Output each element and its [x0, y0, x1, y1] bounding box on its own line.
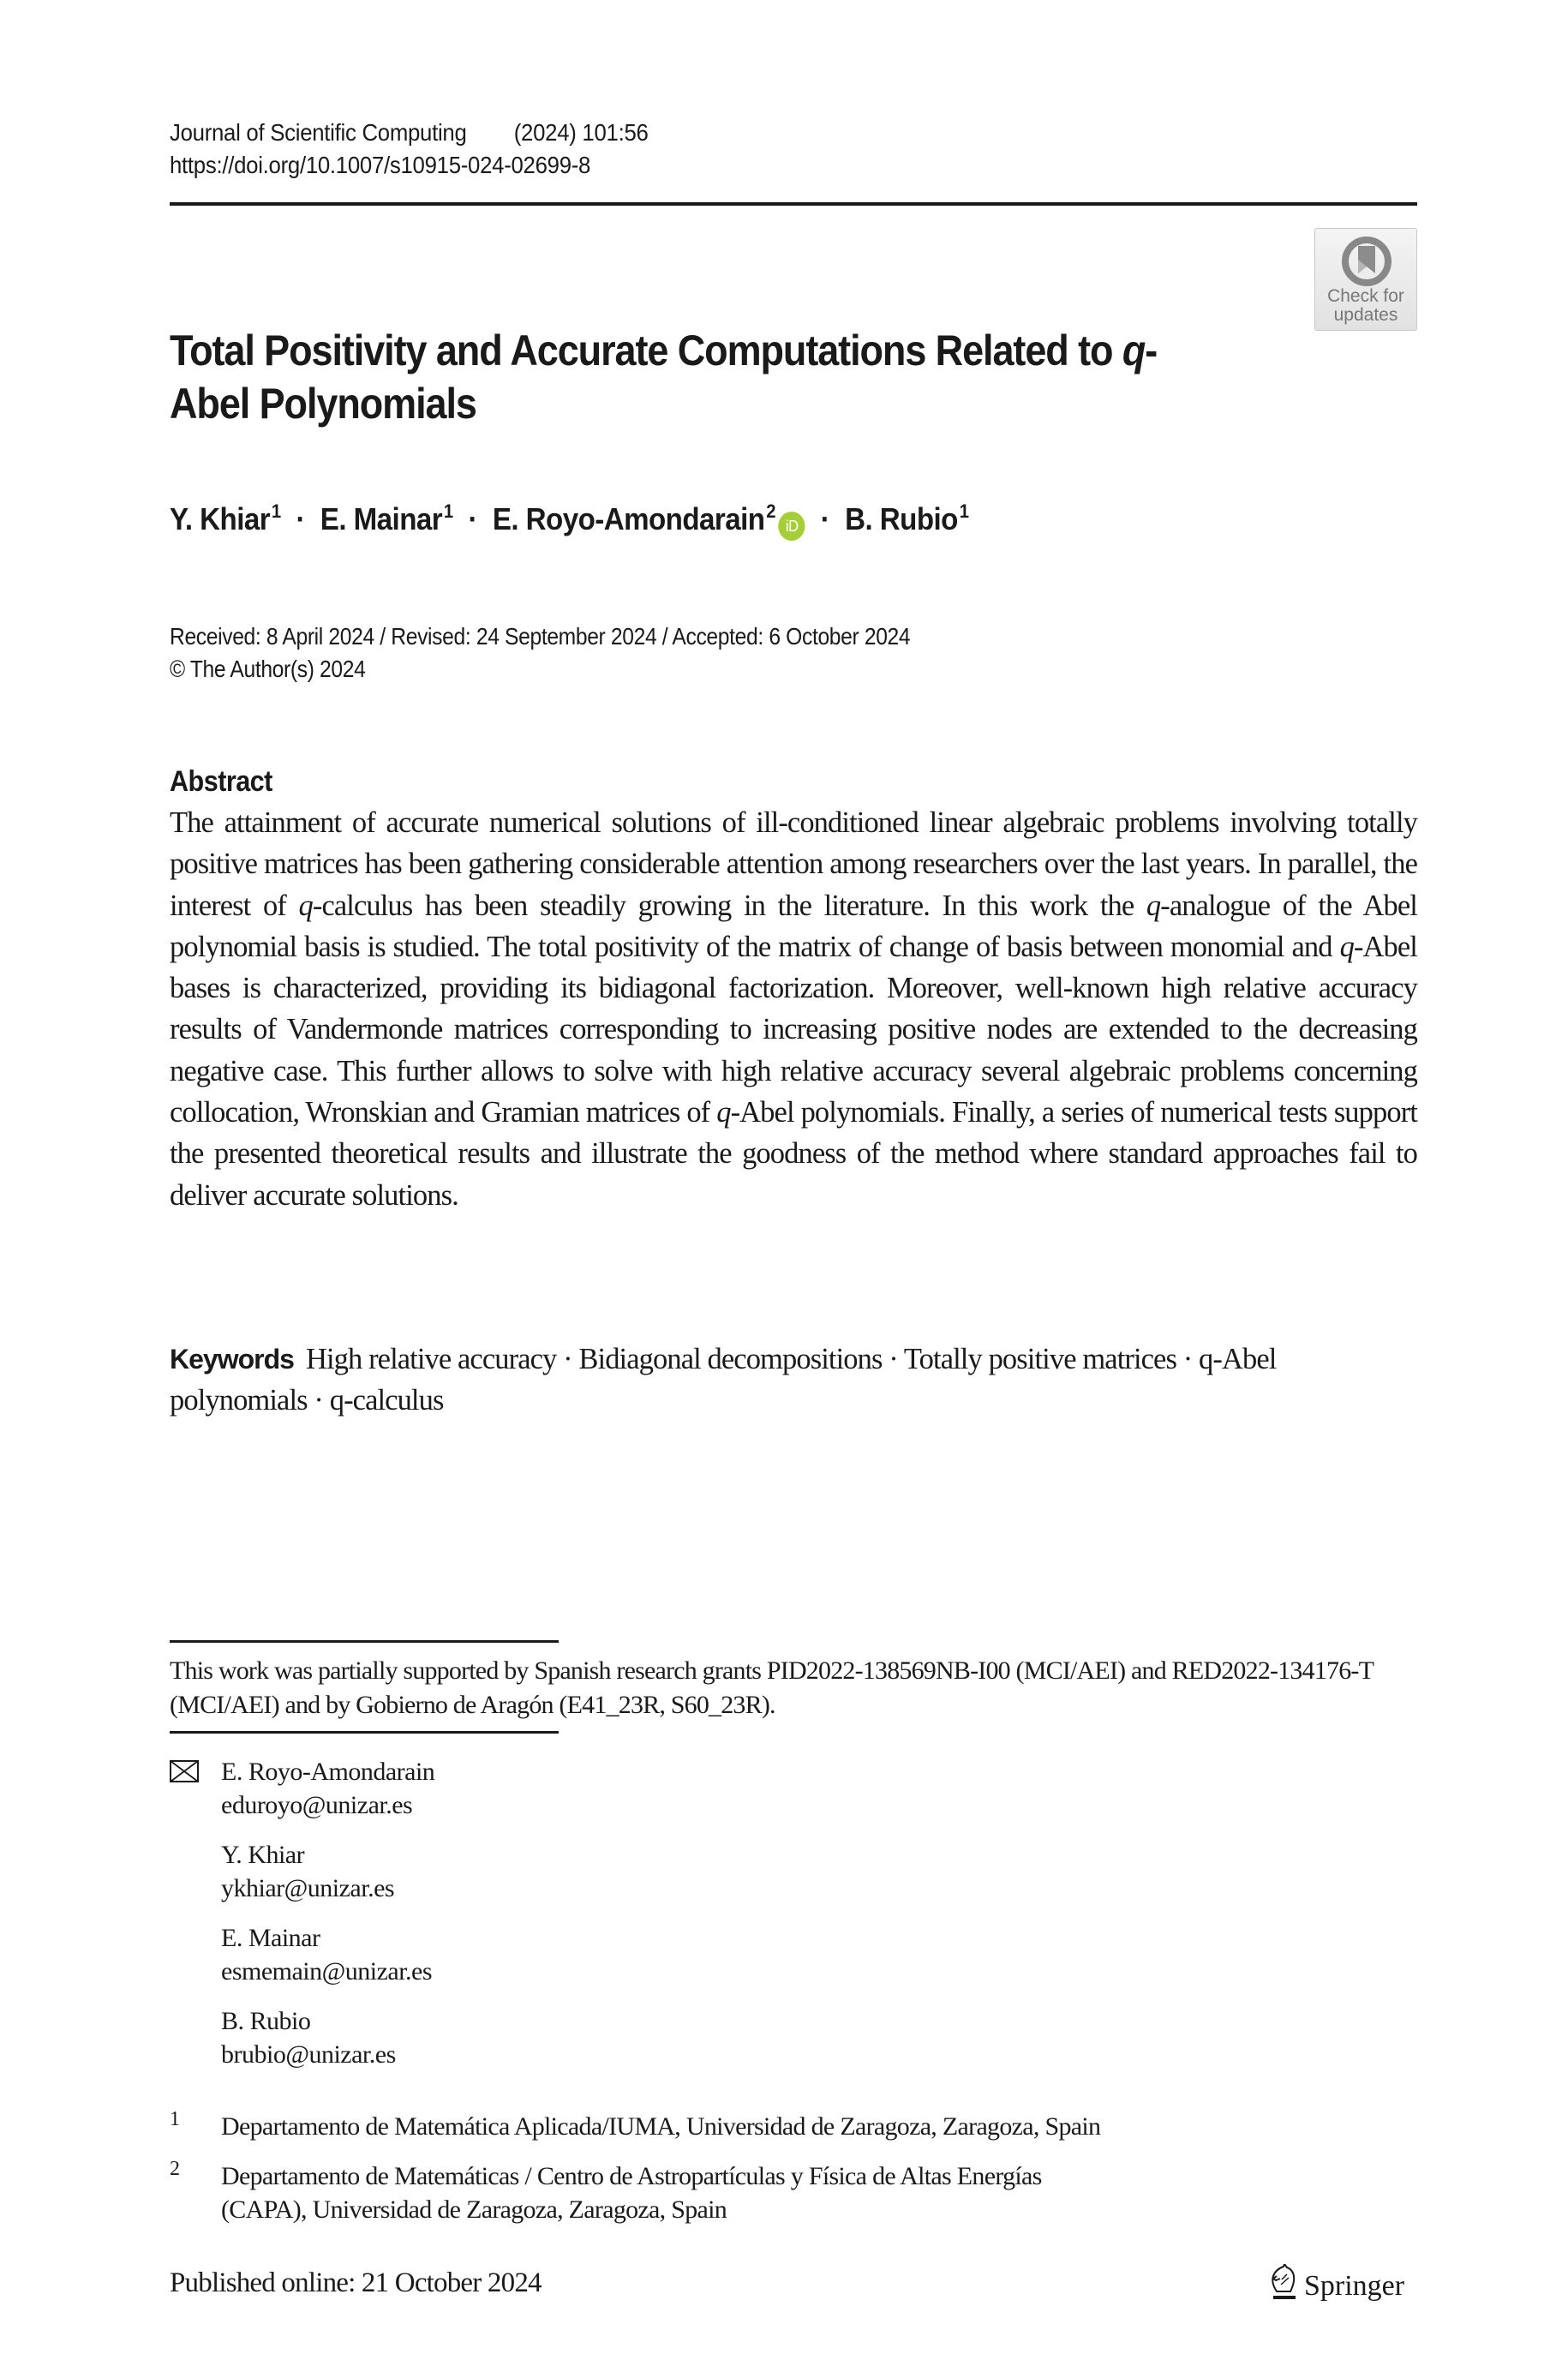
orcid-icon[interactable]: iD [779, 512, 805, 541]
contact-entry [170, 1921, 434, 1988]
abstract-body [170, 802, 1417, 1216]
math-q: q [298, 889, 313, 922]
springer-knight-icon [1268, 2264, 1299, 2302]
contact-name: E. Mainar [221, 1924, 320, 1952]
author-name[interactable]: E. Mainar [320, 501, 443, 536]
author-contacts [170, 1755, 434, 2087]
math-q: q [1146, 889, 1161, 922]
footnote-rule [170, 1640, 559, 1643]
contact-entry [170, 1755, 434, 1822]
header-rule [170, 202, 1417, 206]
math-q: q [1339, 930, 1354, 963]
envelope-icon [170, 1760, 199, 1782]
affiliation-entry [170, 2159, 1417, 2226]
crossmark-line1: Check for [1327, 286, 1404, 306]
running-header [170, 117, 649, 182]
crossmark-line2: updates [1333, 305, 1398, 325]
author-list [170, 488, 968, 542]
footnote-rule [170, 1731, 559, 1734]
contact-entry [170, 1838, 434, 1905]
contact-email[interactable]: esmemain@unizar.es [221, 1957, 433, 1986]
author-name[interactable]: E. Royo-Amondarain [492, 501, 765, 536]
affiliation-number: 2 [170, 2158, 180, 2180]
affiliation-ref: 1 [271, 500, 281, 522]
author-separator: · [468, 501, 477, 536]
affiliation-ref: 2 [766, 500, 775, 522]
title-text-1: Total Positivity and Accurate Computations Related to [170, 326, 1122, 374]
affiliation-entry [170, 2110, 1417, 2143]
affiliation-text: Departamento de Matemáticas / Centro de Astropartículas y Física de Altas Energías (CAPA), Universidad de Zaragoza, Zaragoza, Spain [221, 2162, 1042, 2224]
abstract-text: -calculus has been steadily growing in the literature. In this work the [312, 889, 1146, 922]
crossmark-icon [1339, 234, 1394, 289]
publisher-name: Springer [1304, 2270, 1405, 2302]
affiliation-ref: 1 [443, 500, 453, 522]
journal-name: Journal of Scientific Computing [170, 119, 467, 146]
published-online: Published online: 21 October 2024 [170, 2267, 542, 2298]
received-revised-accepted: Received: 8 April 2024 / Revised: 24 September 2024 / Accepted: 6 October 2024 [170, 623, 911, 650]
abstract-heading: Abstract [170, 765, 272, 798]
author-name[interactable]: B. Rubio [845, 501, 958, 536]
contact-name: E. Royo-Amondarain [221, 1758, 435, 1786]
title-text-2: -Abel Polynomials [170, 326, 1158, 428]
keywords-label: Keywords [170, 1344, 294, 1375]
abstract-text: -analogue of the Abel polynomial basis is studied. The total positivity of the matrix of change of basis between monomial and [170, 889, 1417, 963]
abstract-text: -Abel bases is characterized, providing its bidiagonal factorization. Moreover, well-known high relative accuracy results of Vandermonde matrices corresponding to increasing positive nodes are extended to the decreasing negative case. This further allows to solve with high relative accuracy several algebraic problems concerning collocation, Wronskian and Gramian matrices of [170, 930, 1417, 1129]
keywords [170, 1339, 1417, 1421]
affiliation-number: 1 [170, 2108, 180, 2130]
title-italic-q: q [1122, 326, 1146, 374]
contact-email[interactable]: brubio@unizar.es [221, 2040, 396, 2069]
paper-title [170, 324, 1218, 430]
contact-entry [170, 2004, 434, 2071]
springer-logo[interactable] [1268, 2264, 1404, 2305]
funding-note: This work was partially supported by Spanish research grants PID2022-138569NB-I00 (MCI/AEI) and RED2022-134176-T (MCI/AEI) and by Gobierno de Aragón (E41_23R, S60_23R). [170, 1656, 1373, 1719]
copyright: © The Author(s) 2024 [170, 656, 366, 682]
keywords-list: High relative accuracy · Bidiagonal decompositions · Totally positive matrices · q-Abel polynomials · q-calculus [170, 1343, 1277, 1417]
volume-info: (2024) 101:56 [513, 119, 649, 146]
math-q: q [716, 1096, 731, 1129]
abstract-text: The attainment of accurate numerical solutions of ill-conditioned linear algebraic problems involving totally positive matrices has been gathering considerable attention among researchers over the last years. In parallel, the interest of [170, 806, 1417, 922]
contact-name: B. Rubio [221, 2007, 311, 2035]
affiliations [170, 2110, 1417, 2243]
contact-email[interactable]: ykhiar@unizar.es [221, 1874, 395, 1902]
contact-name: Y. Khiar [221, 1841, 305, 1869]
author-separator: · [296, 501, 305, 536]
contact-email[interactable]: eduroyo@unizar.es [221, 1791, 413, 1819]
affiliation-ref: 1 [959, 500, 969, 522]
affiliation-text: Departamento de Matemática Aplicada/IUMA, Universidad de Zaragoza, Zaragoza, Spain [221, 2112, 1101, 2141]
doi-link[interactable]: https://doi.org/10.1007/s10915-024-02699-8 [170, 152, 591, 178]
publication-history [170, 620, 910, 686]
check-for-updates-badge[interactable] [1314, 228, 1417, 331]
author-separator: · [820, 501, 830, 536]
author-name[interactable]: Y. Khiar [170, 501, 271, 536]
abstract-text: -Abel polynomials. Finally, a series of numerical tests support the presented theoretical results and illustrate the goodness of the method where standard approaches fail to deliver accurate solutions. [170, 1096, 1417, 1212]
